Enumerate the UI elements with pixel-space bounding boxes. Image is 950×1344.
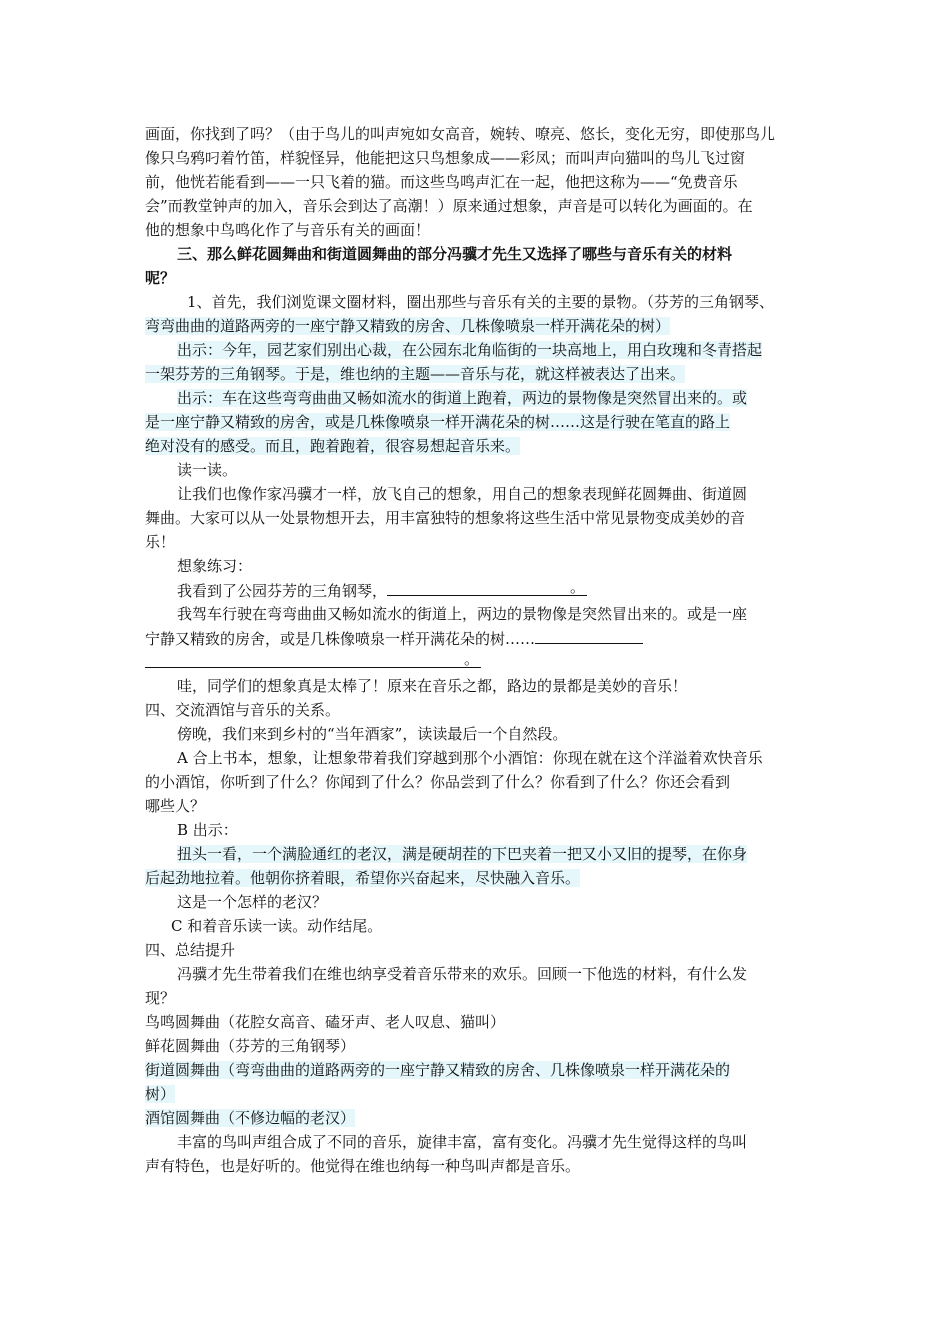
list-item — [145, 1058, 810, 1082]
text-line — [145, 338, 810, 362]
list-item — [145, 1082, 810, 1106]
highlight: 后起劲地拉着。他朝你挤着眼，希望你兴奋起来，尽快融入音乐。 — [145, 869, 581, 887]
text-line: C 和着音乐读一读。动作结尾。 — [171, 917, 383, 935]
exercise-line — [145, 650, 810, 674]
text-line — [145, 434, 810, 458]
blank-period: 。 — [463, 650, 479, 668]
section-heading: 三、那么鲜花圆舞曲和街道圆舞曲的部分冯骥才先生又选择了哪些与音乐有关的材料 — [177, 245, 733, 263]
highlight: 出示：今年，园艺家们别出心裁，在公园东北角临街的一块高地上，用白玫瑰和冬青搭起 — [177, 341, 763, 359]
list-item — [145, 1106, 810, 1130]
blank-period: 。 — [570, 578, 586, 596]
fill-blank[interactable] — [387, 578, 587, 596]
text-line: 我驾车行驶在弯弯曲曲又畅如流水的街道上，两边的景物像是突然冒出来的。或是一座 — [177, 605, 748, 623]
highlight: 一架芬芳的三角钢琴。于是，维也纳的主题——音乐与花，就这样被表达了出来。 — [145, 365, 686, 383]
text-line: 现？ — [145, 989, 176, 1007]
text-line: A 合上书本，想象，让想象带着我们穿越到那个小酒馆：你现在就在这个洋溢着欢快音乐 — [177, 749, 763, 767]
document-page — [145, 122, 810, 1178]
highlight: 酒馆圆舞曲（不修边幅的老汉） — [145, 1109, 356, 1127]
text-line: 丰富的鸟叫声组合成了不同的音乐，旋律丰富，富有变化。冯骥才先生觉得这样的鸟叫 — [177, 1133, 748, 1151]
text-line — [145, 866, 810, 890]
text-line — [145, 362, 810, 386]
highlight: 弯弯曲曲的道路两旁的一座宁静又精致的房舍、几株像喷泉一样开满花朵的树） — [145, 317, 671, 335]
exercise-prompt: 宁静又精致的房舍，或是几株像喷泉一样开满花朵的树…… — [145, 630, 536, 648]
text-line: 乐！ — [145, 533, 176, 551]
section-heading: 四、交流酒馆与音乐的关系。 — [145, 701, 341, 719]
section-heading-cont: 呢？ — [145, 269, 176, 287]
highlight: 绝对没有的感受。而且，跑着跑着，很容易想起音乐来。 — [145, 437, 521, 455]
fill-blank[interactable] — [535, 626, 643, 644]
fill-blank[interactable] — [145, 650, 481, 668]
text-line: 舞曲。大家可以从一处景物想开去，用丰富独特的想象将这些生活中常见景物变成美妙的音 — [145, 509, 746, 527]
text-line: 画面，你找到了吗？（由于鸟儿的叫声宛如女高音，婉转、嘹亮、悠长，变化无穷，即使那鸟儿 — [145, 125, 776, 143]
text-line: 他的想象中鸟鸣化作了与音乐有关的画面！ — [145, 221, 431, 239]
text-line: 傍晚，我们来到乡村的“当年酒家”，读读最后一个自然段。 — [177, 725, 568, 743]
highlight: 扭头一看，一个满脸通红的老汉，满是硬胡茬的下巴夹着一把又小又旧的提琴，在你身 — [177, 845, 748, 863]
text-line — [145, 842, 810, 866]
highlight: 树） — [145, 1085, 176, 1103]
highlight: 出示：车在这些弯弯曲曲又畅如流水的街道上跑着，两边的景物像是突然冒出来的。或 — [177, 389, 748, 407]
text-line: 这是一个怎样的老汉？ — [177, 893, 328, 911]
text-line: 让我们也像作家冯骥才一样，放飞自己的想象，用自己的想象表现鲜花圆舞曲、街道圆 — [177, 485, 748, 503]
text-line: 哪些人？ — [145, 797, 206, 815]
text-line: 会”而教堂钟声的加入，音乐会到达了高潮！）原来通过想象，声音是可以转化为画面的。在 — [145, 197, 753, 215]
text-line: 像只乌鸦叼着竹笛，样貌怪异，他能把这只鸟想象成——彩凤；而叫声向猫叫的鸟儿飞过窗 — [145, 149, 746, 167]
exercise-line — [145, 578, 810, 602]
text-line: 读一读。 — [177, 461, 238, 479]
text-line — [145, 410, 810, 434]
text-line — [145, 386, 810, 410]
text-line — [145, 314, 810, 338]
text-line: 声有特色，也是好听的。他觉得在维也纳每一种鸟叫声都是音乐。 — [145, 1157, 581, 1175]
list-item: 鸟鸣圆舞曲（花腔女高音、磕牙声、老人叹息、猫叫） — [145, 1013, 506, 1031]
section-heading: 四、总结提升 — [145, 941, 236, 959]
highlight: 街道圆舞曲（弯弯曲曲的道路两旁的一座宁静又精致的房舍、几株像喷泉一样开满花朵的 — [145, 1061, 731, 1079]
text-line: 前，他恍若能看到——一只飞着的猫。而这些鸟鸣声汇在一起，他把这称为——“免费音乐 — [145, 173, 738, 191]
text-line: 想象练习： — [177, 557, 253, 575]
highlight: 是一座宁静又精致的房舍，或是几株像喷泉一样开满花朵的树……这是行驶在笔直的路上 — [145, 413, 731, 431]
text-line: B 出示： — [177, 821, 238, 839]
text-line: 的小酒馆，你听到了什么？你闻到了什么？你品尝到了什么？你看到了什么？你还会看到 — [145, 773, 731, 791]
text-line: 哇，同学们的想象真是太棒了！原来在音乐之都，路边的景都是美妙的音乐！ — [177, 677, 688, 695]
text-line: 1、首先，我们浏览课文圈材料，圈出那些与音乐有关的主要的景物。（芬芳的三角钢琴、 — [187, 293, 775, 311]
text-line: 冯骥才先生带着我们在维也纳享受着音乐带来的欢乐。回顾一下他选的材料，有什么发 — [177, 965, 748, 983]
list-item: 鲜花圆舞曲（芬芳的三角钢琴） — [145, 1037, 356, 1055]
exercise-prompt: 我看到了公园芬芳的三角钢琴， — [177, 582, 388, 600]
